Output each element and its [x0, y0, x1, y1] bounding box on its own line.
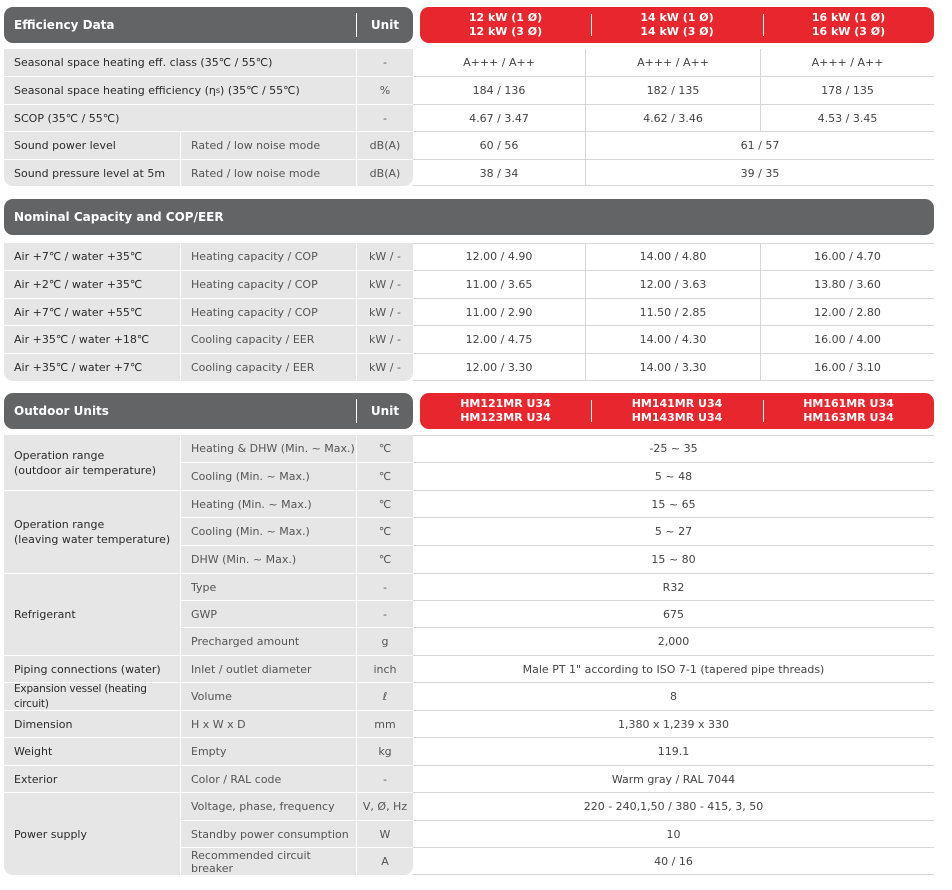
- value-cell: 15 ~ 80: [651, 553, 696, 566]
- value-cell: 12.00 / 3.63: [639, 278, 707, 291]
- value-cell: 12.00 / 3.30: [465, 361, 533, 374]
- row-unit: kW / -: [369, 250, 401, 263]
- row-sublabel: Cooling capacity / EER: [191, 361, 315, 374]
- row-sublabel: Rated / low noise mode: [191, 166, 321, 180]
- value-cell: A+++ / A++: [463, 56, 535, 69]
- row-unit: kW / -: [369, 333, 401, 346]
- model-column-header: [763, 7, 934, 43]
- value-cell: 182 / 135: [646, 84, 700, 97]
- value-cell: 11.50 / 2.85: [639, 305, 707, 319]
- value-cell: 14.00 / 3.30: [639, 361, 707, 374]
- model-column-line1: HM121MR U34: [460, 397, 551, 410]
- value-cell: 13.80 / 3.60: [814, 278, 881, 291]
- value-cell: 15 ~ 65: [651, 497, 696, 511]
- efficiency-header: [4, 7, 934, 43]
- value-cell: 16.00 / 4.70: [814, 250, 881, 263]
- model-column-line2: 14 kW (3 Ø): [640, 25, 714, 38]
- outdoor-title: Outdoor Units: [14, 404, 109, 418]
- row-unit: ℃: [378, 470, 392, 483]
- model-header-bar: [420, 7, 934, 43]
- row-sublabel: Volume: [191, 690, 232, 703]
- row-sublabel: Heating capacity / COP: [191, 250, 318, 263]
- row-sublabel: Recommended circuit breaker: [191, 848, 311, 875]
- row-unit: dB(A): [369, 139, 401, 152]
- row-unit: kW / -: [369, 361, 401, 374]
- row-unit: -: [383, 111, 387, 125]
- group-label: Piping connections (water): [14, 662, 161, 676]
- value-cell: 184 / 136: [472, 84, 526, 97]
- value-cell: A+++ / A++: [637, 56, 709, 69]
- row-sublabel: Type: [191, 580, 217, 594]
- row-sublabel: Precharged amount: [191, 635, 300, 648]
- row-label-subscript: s: [215, 86, 221, 95]
- model-column-line1: HM141MR U34: [631, 397, 723, 410]
- value-cell: 16.00 / 4.00: [814, 333, 881, 346]
- value-cell: 10: [666, 827, 681, 841]
- row-label: SCOP (35℃ / 55℃): [14, 111, 120, 125]
- model-column-line2: HM143MR U34: [631, 411, 723, 424]
- model-column-line2: 12 kW (3 Ø): [468, 25, 543, 38]
- model-column-header: [591, 7, 763, 43]
- value-cell: 12.00 / 4.75: [465, 333, 533, 346]
- group-label: Dimension: [14, 717, 73, 731]
- row-unit: ℃: [378, 497, 392, 511]
- row-sublabel: Heating capacity / COP: [191, 305, 318, 319]
- row-unit: V, Ø, Hz: [362, 800, 408, 813]
- row-sublabel: Voltage, phase, frequency: [191, 800, 335, 813]
- row-sublabel: Heating (Min. ~ Max.): [191, 497, 312, 511]
- row-unit: kW / -: [369, 278, 401, 291]
- nominal-section: [4, 199, 934, 381]
- model-column-header: [420, 7, 591, 43]
- row-label: Air +2℃ / water +35℃: [14, 278, 143, 291]
- row-label: Sound power level: [14, 139, 116, 152]
- model-column-header: [763, 393, 934, 429]
- model-column-header: [420, 393, 591, 429]
- row-sublabel: Standby power consumption: [191, 827, 349, 841]
- group-label-line1: Operation range: [14, 518, 105, 531]
- value-cell: 5 ~ 48: [654, 470, 693, 483]
- row-sublabel: Inlet / outlet diameter: [191, 662, 312, 676]
- group-label-line2: (leaving water temperature): [14, 533, 171, 546]
- row-label: Air +7℃ / water +35℃: [14, 250, 143, 263]
- model-column-line1: 12 kW (1 Ø): [468, 11, 543, 24]
- group-label: [4, 491, 180, 573]
- model-column-line1: 14 kW (1 Ø): [640, 11, 714, 24]
- value-cell: 60 / 56: [479, 139, 519, 152]
- value-cell: 16.00 / 3.10: [814, 361, 881, 374]
- row-sublabel: Rated / low noise mode: [191, 139, 321, 152]
- group-label: Weight: [14, 745, 53, 758]
- row-unit: kg: [378, 745, 392, 758]
- row-sublabel: Empty: [191, 745, 227, 758]
- value-cell: 12.00 / 4.90: [465, 250, 533, 263]
- value-cell: 40 / 16: [654, 855, 693, 868]
- value-cell: 8: [670, 690, 677, 703]
- row-label: Sound pressure level at 5m: [14, 166, 166, 180]
- row-unit: g: [381, 635, 389, 648]
- row-unit: A: [381, 855, 389, 868]
- row-unit: ℃: [378, 553, 392, 566]
- nominal-table: [4, 243, 934, 381]
- value-cell: A+++ / A++: [811, 56, 884, 69]
- outdoor-header: [4, 393, 934, 429]
- value-cell: 14.00 / 4.80: [639, 250, 707, 263]
- value-cell: 39 / 35: [740, 166, 780, 180]
- row-sublabel: H x W x D: [191, 717, 246, 731]
- value-cell: Male PT 1" according to ISO 7-1 (tapered pipe threads): [522, 662, 825, 676]
- row-sublabel: DHW (Min. ~ Max.): [191, 553, 297, 566]
- value-cell: 4.53 / 3.45: [817, 111, 878, 125]
- value-cell: -25 ~ 35: [649, 442, 698, 455]
- value-cell: 4.67 / 3.47: [469, 111, 529, 125]
- unit-header: Unit: [370, 18, 400, 32]
- row-unit: inch: [373, 662, 397, 676]
- row-unit: -: [383, 56, 387, 69]
- value-cell: 220 - 240,1,50 / 380 - 415, 3, 50: [583, 800, 764, 813]
- efficiency-table: [4, 49, 934, 186]
- group-label-line1: Operation range: [14, 448, 105, 462]
- row-label: Air +35℃ / water +7℃: [14, 361, 143, 374]
- value-cell: 4.62 / 3.46: [643, 111, 703, 125]
- row-label: Air +35℃ / water +18℃: [14, 333, 150, 346]
- value-cell: 178 / 135: [821, 84, 874, 97]
- value-cell: 12.00 / 2.80: [814, 305, 881, 319]
- model-column-header: [591, 393, 763, 429]
- value-cell: 11.00 / 3.65: [465, 278, 533, 291]
- row-unit: mm: [374, 717, 396, 731]
- unit-header: Unit: [370, 404, 400, 418]
- model-header-bar: [420, 393, 934, 429]
- value-cell: 675: [663, 607, 684, 621]
- value-cell: 5 ~ 27: [654, 525, 693, 538]
- value-cell: 11.00 / 2.90: [465, 305, 533, 319]
- row-label-part: Seasonal space heating efficiency (η: [14, 84, 216, 97]
- outdoor-section: [4, 393, 934, 875]
- row-unit: ℃: [378, 442, 392, 455]
- row-sublabel: Heating & DHW (Min. ~ Max.): [191, 442, 355, 455]
- row-unit: ℃: [378, 525, 392, 538]
- value-cell: R32: [662, 580, 685, 594]
- row-unit: -: [383, 580, 387, 594]
- group-label: [4, 435, 180, 490]
- efficiency-section: [4, 7, 934, 186]
- row-sublabel: Heating capacity / COP: [191, 278, 318, 291]
- outdoor-table: [4, 435, 934, 875]
- row-unit: %: [379, 84, 391, 97]
- nominal-header: [4, 199, 934, 235]
- row-sublabel: Cooling (Min. ~ Max.): [191, 470, 310, 483]
- value-cell: 38 / 34: [479, 166, 519, 180]
- value-cell: 2,000: [657, 635, 690, 648]
- value-cell: 119.1: [657, 745, 690, 758]
- model-column-line1: 16 kW (1 Ø): [811, 11, 886, 24]
- row-sublabel: Cooling (Min. ~ Max.): [191, 525, 310, 538]
- row-unit: -: [383, 607, 387, 621]
- value-cell: 14.00 / 4.30: [639, 333, 707, 346]
- row-unit: W: [379, 827, 391, 841]
- row-label: Air +7℃ / water +55℃: [14, 305, 143, 319]
- group-label: Exterior: [14, 772, 58, 786]
- model-column-line2: 16 kW (3 Ø): [811, 25, 886, 38]
- value-cell: Warm gray / RAL 7044: [611, 772, 736, 786]
- row-label: Seasonal space heating eff. class (35℃ / 55℃): [14, 56, 273, 69]
- model-column-line2: HM163MR U34: [803, 411, 894, 424]
- nominal-title: Nominal Capacity and COP/EER: [14, 210, 224, 224]
- value-cell: 1,380 x 1,239 x 330: [618, 717, 729, 731]
- row-sublabel: GWP: [191, 607, 218, 621]
- row-label: [4, 77, 356, 104]
- model-column-line2: HM123MR U34: [460, 411, 551, 424]
- row-unit: -: [383, 772, 387, 786]
- model-column-line1: HM161MR U34: [803, 397, 894, 410]
- row-unit: dB(A): [369, 166, 401, 180]
- row-unit: kW / -: [369, 305, 401, 319]
- value-cell: 61 / 57: [740, 139, 780, 152]
- row-unit: ℓ: [382, 690, 388, 703]
- row-sublabel: Color / RAL code: [191, 772, 282, 786]
- group-label: Expansion vessel (heating circuit): [14, 683, 147, 710]
- group-label-line2: (outdoor air temperature): [14, 463, 157, 477]
- row-label-part: ) (35℃ / 55℃): [220, 84, 300, 97]
- efficiency-title: Efficiency Data: [14, 18, 115, 32]
- row-sublabel: Cooling capacity / EER: [191, 333, 315, 346]
- group-label: Refrigerant: [14, 608, 76, 621]
- group-label: Power supply: [14, 827, 87, 841]
